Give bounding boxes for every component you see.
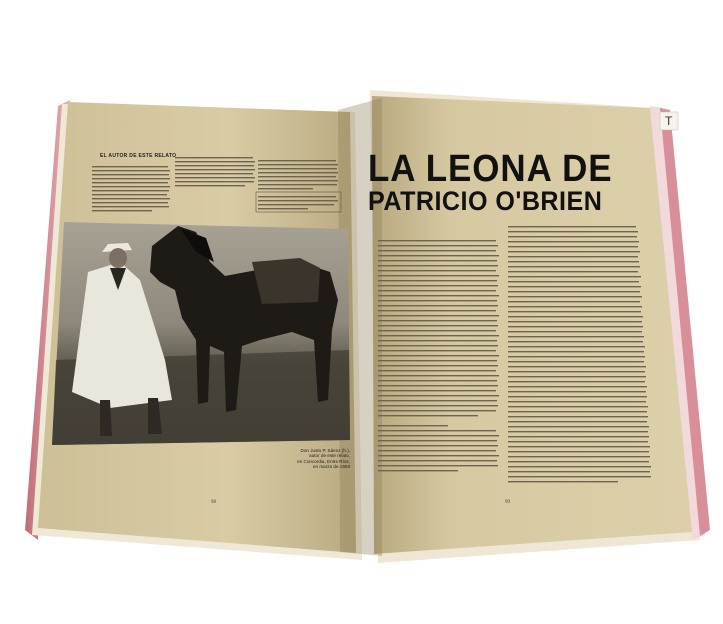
caption-line-1: Don Justo P. Sáenz (h.),	[300, 448, 350, 453]
story-title-line-2: PATRICIO O'BRIEN	[368, 186, 603, 216]
gaucho-head	[109, 248, 127, 268]
caption-line-3: en Concordia, Entre Ríos,	[297, 458, 350, 464]
photo-caption	[264, 448, 350, 470]
caption-line-4: en marzo de 1959	[312, 464, 350, 470]
story-title-line-1: LA LEONA DE	[368, 148, 613, 190]
right-page-number: 99	[505, 500, 510, 505]
edge-tab-letter: T	[665, 114, 673, 128]
left-page-number: 98	[211, 500, 216, 505]
caption-line-2: autor de este relato,	[309, 453, 350, 459]
saddle	[252, 258, 320, 304]
author-heading: EL AUTOR DE ESTE RELATO	[100, 153, 177, 159]
